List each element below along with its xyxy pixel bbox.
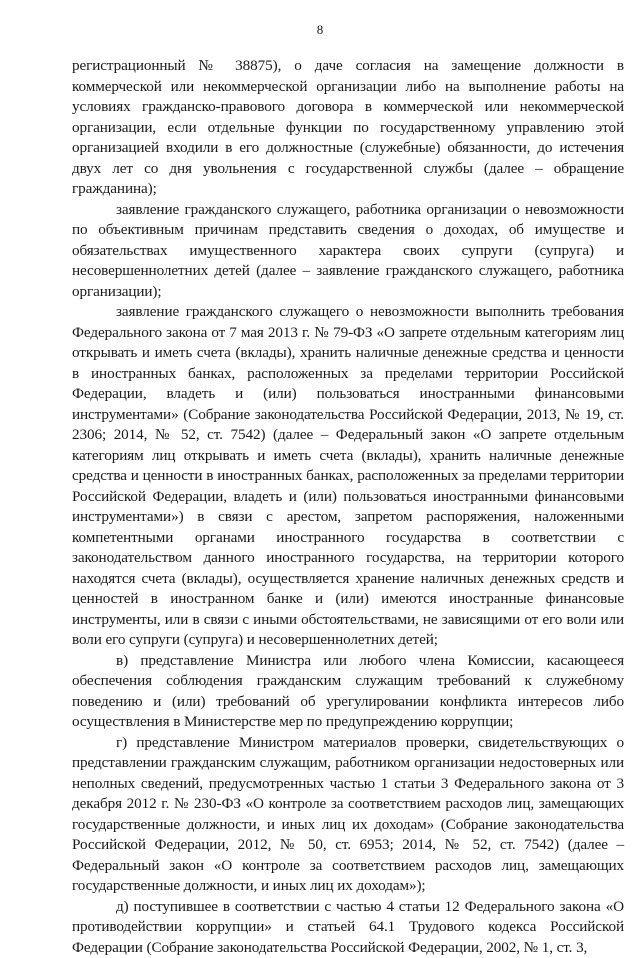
paragraph-statement-inability-report: заявление гражданского служащего, работника организации о невозможности по объективным причинам представить сведения о доходах, об имуществе и обязательствах имущественного характера своих супруги (супруга) и несовершеннолетних детей (далее – заявление гражданского служащего, работника организации);	[72, 200, 624, 303]
paragraph-item-d: д) поступившее в соответствии с частью 4 статьи 12 Федерального закона «О противодействии коррупции» и статьей 64.1 Трудового кодекса Российской Федерации (Собрание законодательства Российской Федерации, 2002, № 1, ст. 3,	[72, 897, 624, 958]
paragraph-statement-foreign-accounts: заявление гражданского служащего о невозможности выполнить требования Федерального закона от 7 мая 2013 г. № 79-ФЗ «О запрете отдельным категориям лиц открывать и иметь счета (вклады), хранить наличные денежные средства и ценности в иностранных банках, расположенных за пределами территории Российской Федерации, владеть и (или) пользоваться иностранными финансовыми инструментами» (Собрание законодательства Российской Федерации, 2013, № 19, ст. 2306; 2014, № 52, ст. 7542) (далее – Федеральный закон «О запрете отдельным категориям лиц открывать и иметь счета (вклады), хранить наличные денежные средства и ценности в иностранных банках, расположенных за пределами территории Российской Федерации, владеть и (или) пользоваться иностранными финансовыми инструментами») в связи с арестом, запретом распоряжения, наложенными компетентными органами иностранного государства в соответствии с законодательством данного иностранного государства, на территории которого находятся счета (вклады), осуществляется хранение наличных денежных средств и ценностей в иностранном банке и (или) имеются иностранные финансовые инструменты, или в связи с иными обстоятельствами, не зависящими от его воли или воли его супруги (супруга) и несовершеннолетних детей;	[72, 302, 624, 651]
page-number: 8	[0, 22, 640, 38]
paragraph-continuation: регистрационный № 38875), о даче согласия на замещение должности в коммерческой или некоммерческой организации либо на выполнение работы на условиях гражданско-правового договора в коммерческой или некоммерческой организации, если отдельные функции по государственному управлению этой организацией входили в его должностные (служебные) обязанности, до истечения двух лет со дня увольнения с государственной службы (далее – обращение гражданина);	[72, 56, 624, 200]
paragraph-item-v: в) представление Министра или любого члена Комиссии, касающееся обеспечения соблюдения гражданским служащим требований к служебному поведению и (или) требований об урегулировании конфликта интересов либо осуществления в Министерстве мер по предупреждению коррупции;	[72, 651, 624, 733]
document-body	[72, 56, 624, 958]
paragraph-item-g: г) представление Министром материалов проверки, свидетельствующих о представлении гражданским служащим, работником организации недостоверных или неполных сведений, предусмотренных частью 1 статьи 3 Федерального закона от 3 декабря 2012 г. № 230-ФЗ «О контроле за соответствием расходов лиц, замещающих государственные должности, и иных лиц их доходам» (Собрание законодательства Российской Федерации, 2012, № 50, ст. 6953; 2014, № 52, ст. 7542) (далее – Федеральный закон «О контроле за соответствием расходов лиц, замещающих государственные должности, и иных лиц их доходам»);	[72, 733, 624, 897]
